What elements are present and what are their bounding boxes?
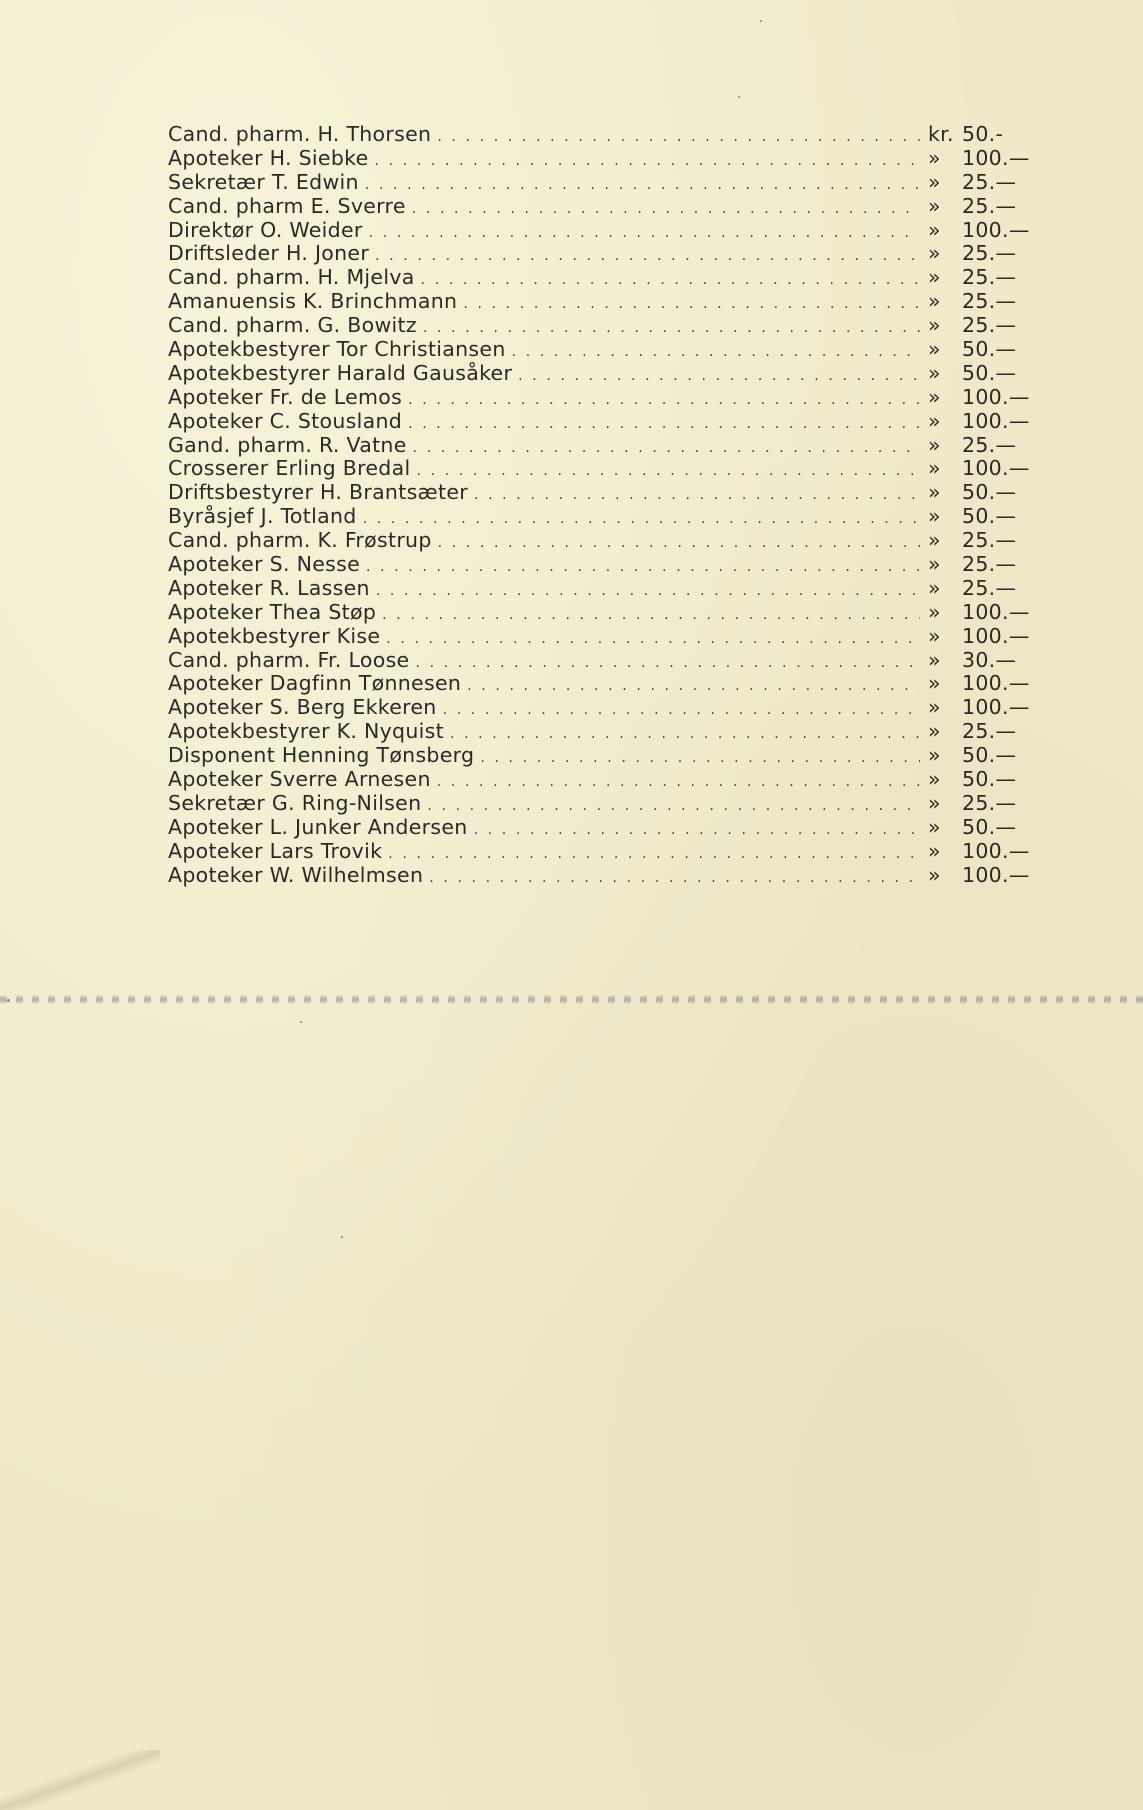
donor-name: Cand. pharm. G. Bowitz: [168, 313, 417, 338]
donation-amount: 50.—: [962, 480, 1017, 505]
dot-leader: [412, 198, 920, 222]
currency-marker: kr.: [928, 122, 954, 146]
dot-leader: [480, 747, 920, 771]
donor-name: Apoteker H. Siebke: [168, 145, 369, 170]
donation-row: [168, 744, 1038, 768]
currency-marker: »: [928, 599, 941, 624]
donation-row: [168, 434, 1038, 458]
dot-leader: [365, 174, 920, 198]
dot-leader: [421, 269, 920, 293]
donor-name: Apotekbestyrer Harald Gausåker: [168, 360, 513, 385]
donor-name: Amanuensis K. Brinchmann: [168, 289, 458, 314]
donation-amount: 100.—: [962, 456, 1030, 481]
currency-marker: »: [928, 790, 941, 815]
currency-marker: »: [928, 814, 941, 839]
donation-row: [168, 266, 1038, 290]
donation-amount: 25.—: [962, 169, 1017, 194]
donation-amount: 100.—: [962, 623, 1030, 648]
donation-row: [168, 242, 1038, 266]
donor-name: Cand. pharm. K. Frøstrup: [168, 528, 432, 553]
donation-row: [168, 864, 1038, 888]
donation-amount: 100.—: [962, 599, 1030, 624]
dot-leader: [443, 699, 920, 723]
donation-amount: 100.—: [962, 408, 1030, 433]
donation-row: [168, 720, 1038, 744]
donation-row: [168, 672, 1038, 696]
donation-row: [168, 123, 1038, 147]
paper-crease: [0, 1750, 160, 1810]
donor-name: Cand. pharm. H. Mjelva: [168, 265, 415, 290]
donation-amount: 25.—: [962, 265, 1017, 290]
donation-row: [168, 362, 1038, 386]
donation-row: [168, 386, 1038, 410]
donation-row: [168, 171, 1038, 195]
donation-amount: 50.—: [962, 743, 1017, 768]
donor-name: Direktør O. Weider: [168, 217, 363, 242]
currency-marker: »: [928, 241, 941, 266]
donation-row: [168, 792, 1038, 816]
currency-marker: »: [928, 719, 941, 744]
currency-marker: »: [928, 337, 941, 362]
currency-marker: »: [928, 575, 941, 600]
currency-marker: »: [928, 838, 941, 863]
donor-name: Sekretær G. Ring-Nilsen: [168, 790, 422, 815]
donation-amount: 100.—: [962, 671, 1030, 696]
donor-name: Disponent Henning Tønsberg: [168, 743, 475, 768]
dot-leader: [375, 245, 920, 269]
donor-name: Apoteker Thea Støp: [168, 599, 377, 624]
donation-amount: 50.-: [962, 122, 1004, 146]
donation-row: [168, 696, 1038, 720]
donor-name: Sekretær T. Edwin: [168, 169, 359, 194]
dot-leader: [415, 652, 920, 676]
donation-row: [168, 457, 1038, 481]
currency-marker: »: [928, 743, 941, 768]
currency-marker: »: [928, 384, 941, 409]
donation-amount: 25.—: [962, 575, 1017, 600]
donation-row: [168, 338, 1038, 362]
donation-row: [168, 147, 1038, 171]
currency-marker: »: [928, 193, 941, 218]
donation-amount: 100.—: [962, 838, 1030, 863]
dot-leader: [427, 795, 920, 819]
dot-leader: [386, 628, 920, 652]
currency-marker: »: [928, 695, 941, 720]
donor-name: Cand. pharm. Fr. Loose: [168, 647, 410, 672]
donor-name: Byråsjef J. Totland: [168, 504, 357, 529]
donation-amount: 100.—: [962, 695, 1030, 720]
dot-leader: [450, 723, 920, 747]
dot-leader: [366, 556, 920, 580]
donation-amount: 100.—: [962, 862, 1030, 887]
donor-name: Apoteker L. Junker Andersen: [168, 814, 468, 839]
fold-perforation: [0, 995, 1143, 1005]
donation-row: [168, 410, 1038, 434]
currency-marker: »: [928, 504, 941, 529]
donation-amount: 25.—: [962, 313, 1017, 338]
currency-marker: »: [928, 265, 941, 290]
donor-name: Apotekbestyrer Tor Christiansen: [168, 337, 506, 362]
donation-row: [168, 195, 1038, 219]
donation-amount: 50.—: [962, 337, 1017, 362]
donor-name: Apoteker S. Nesse: [168, 552, 360, 577]
donation-amount: 25.—: [962, 241, 1017, 266]
donation-amount: 50.—: [962, 814, 1017, 839]
donation-row: [168, 219, 1038, 243]
currency-marker: »: [928, 289, 941, 314]
currency-marker: »: [928, 313, 941, 338]
donor-name: Driftsbestyrer H. Brantsæter: [168, 480, 468, 505]
donation-row: [168, 768, 1038, 792]
donor-name: Apoteker W. Wilhelmsen: [168, 862, 424, 887]
donation-row: [168, 505, 1038, 529]
donor-name: Apoteker C. Stousland: [168, 408, 403, 433]
donation-amount: 100.—: [962, 384, 1030, 409]
donation-amount: 30.—: [962, 647, 1017, 672]
donation-row: [168, 553, 1038, 577]
dot-leader: [388, 843, 920, 867]
dot-leader: [408, 389, 920, 413]
dot-leader: [376, 580, 920, 604]
donation-amount: 25.—: [962, 432, 1017, 457]
donation-row: [168, 601, 1038, 625]
currency-marker: »: [928, 360, 941, 385]
paper-speck: [300, 1021, 302, 1023]
donation-list: [168, 123, 1038, 888]
donation-amount: 25.—: [962, 193, 1017, 218]
dot-leader: [408, 413, 920, 437]
dot-leader: [467, 675, 920, 699]
donation-row: [168, 625, 1038, 649]
donation-row: [168, 529, 1038, 553]
donation-row: [168, 649, 1038, 673]
currency-marker: »: [928, 432, 941, 457]
dot-leader: [413, 437, 920, 461]
dot-leader: [437, 126, 920, 150]
donor-name: Apoteker Dagfinn Tønnesen: [168, 671, 462, 696]
donation-row: [168, 314, 1038, 338]
dot-leader: [382, 604, 920, 628]
paper-speck: [760, 20, 762, 22]
donation-row: [168, 816, 1038, 840]
donor-name: Apoteker Sverre Arnesen: [168, 767, 431, 792]
donor-name: Cand. pharm E. Sverre: [168, 193, 406, 218]
donor-name: Apotekbestyrer K. Nyquist: [168, 719, 444, 744]
currency-marker: »: [928, 169, 941, 194]
currency-marker: »: [928, 767, 941, 792]
paper-speck: [738, 96, 740, 98]
paper-speck: [7, 999, 10, 1002]
dot-leader: [463, 293, 920, 317]
currency-marker: »: [928, 217, 941, 242]
donor-name: Apotekbestyrer Kise: [168, 623, 381, 648]
donation-amount: 100.—: [962, 145, 1030, 170]
dot-leader: [369, 222, 920, 246]
dot-leader: [375, 150, 920, 174]
donation-amount: 50.—: [962, 767, 1017, 792]
currency-marker: »: [928, 623, 941, 648]
currency-marker: »: [928, 408, 941, 433]
donation-amount: 100.—: [962, 217, 1030, 242]
donor-name: Apoteker Lars Trovik: [168, 838, 383, 863]
donation-amount: 50.—: [962, 504, 1017, 529]
donation-row: [168, 577, 1038, 601]
currency-marker: »: [928, 456, 941, 481]
currency-marker: »: [928, 671, 941, 696]
dot-leader: [437, 771, 920, 795]
dot-leader: [363, 508, 920, 532]
donor-name: Driftsleder H. Joner: [168, 241, 370, 266]
donor-name: Apoteker R. Lassen: [168, 575, 370, 600]
dot-leader: [429, 867, 920, 891]
currency-marker: »: [928, 528, 941, 553]
dot-leader: [474, 484, 920, 508]
donation-amount: 25.—: [962, 289, 1017, 314]
donor-name: Gand. pharm. R. Vatne: [168, 432, 407, 457]
donation-amount: 25.—: [962, 790, 1017, 815]
donor-name: Apoteker S. Berg Ekkeren: [168, 695, 437, 720]
donor-name: Cand. pharm. H. Thorsen: [168, 122, 432, 146]
donor-name: Apoteker Fr. de Lemos: [168, 384, 403, 409]
dot-leader: [512, 341, 920, 365]
currency-marker: »: [928, 480, 941, 505]
donation-amount: 25.—: [962, 552, 1017, 577]
donation-amount: 25.—: [962, 528, 1017, 553]
dot-leader: [438, 532, 920, 556]
donation-row: [168, 290, 1038, 314]
donor-name: Crosserer Erling Bredal: [168, 456, 411, 481]
dot-leader: [474, 819, 920, 843]
currency-marker: »: [928, 647, 941, 672]
paper-speck: [341, 1236, 343, 1238]
currency-marker: »: [928, 862, 941, 887]
dot-leader: [518, 365, 920, 389]
donation-amount: 25.—: [962, 719, 1017, 744]
dot-leader: [416, 460, 920, 484]
donation-row: [168, 840, 1038, 864]
currency-marker: »: [928, 552, 941, 577]
donation-row: [168, 481, 1038, 505]
donation-amount: 50.—: [962, 360, 1017, 385]
currency-marker: »: [928, 145, 941, 170]
